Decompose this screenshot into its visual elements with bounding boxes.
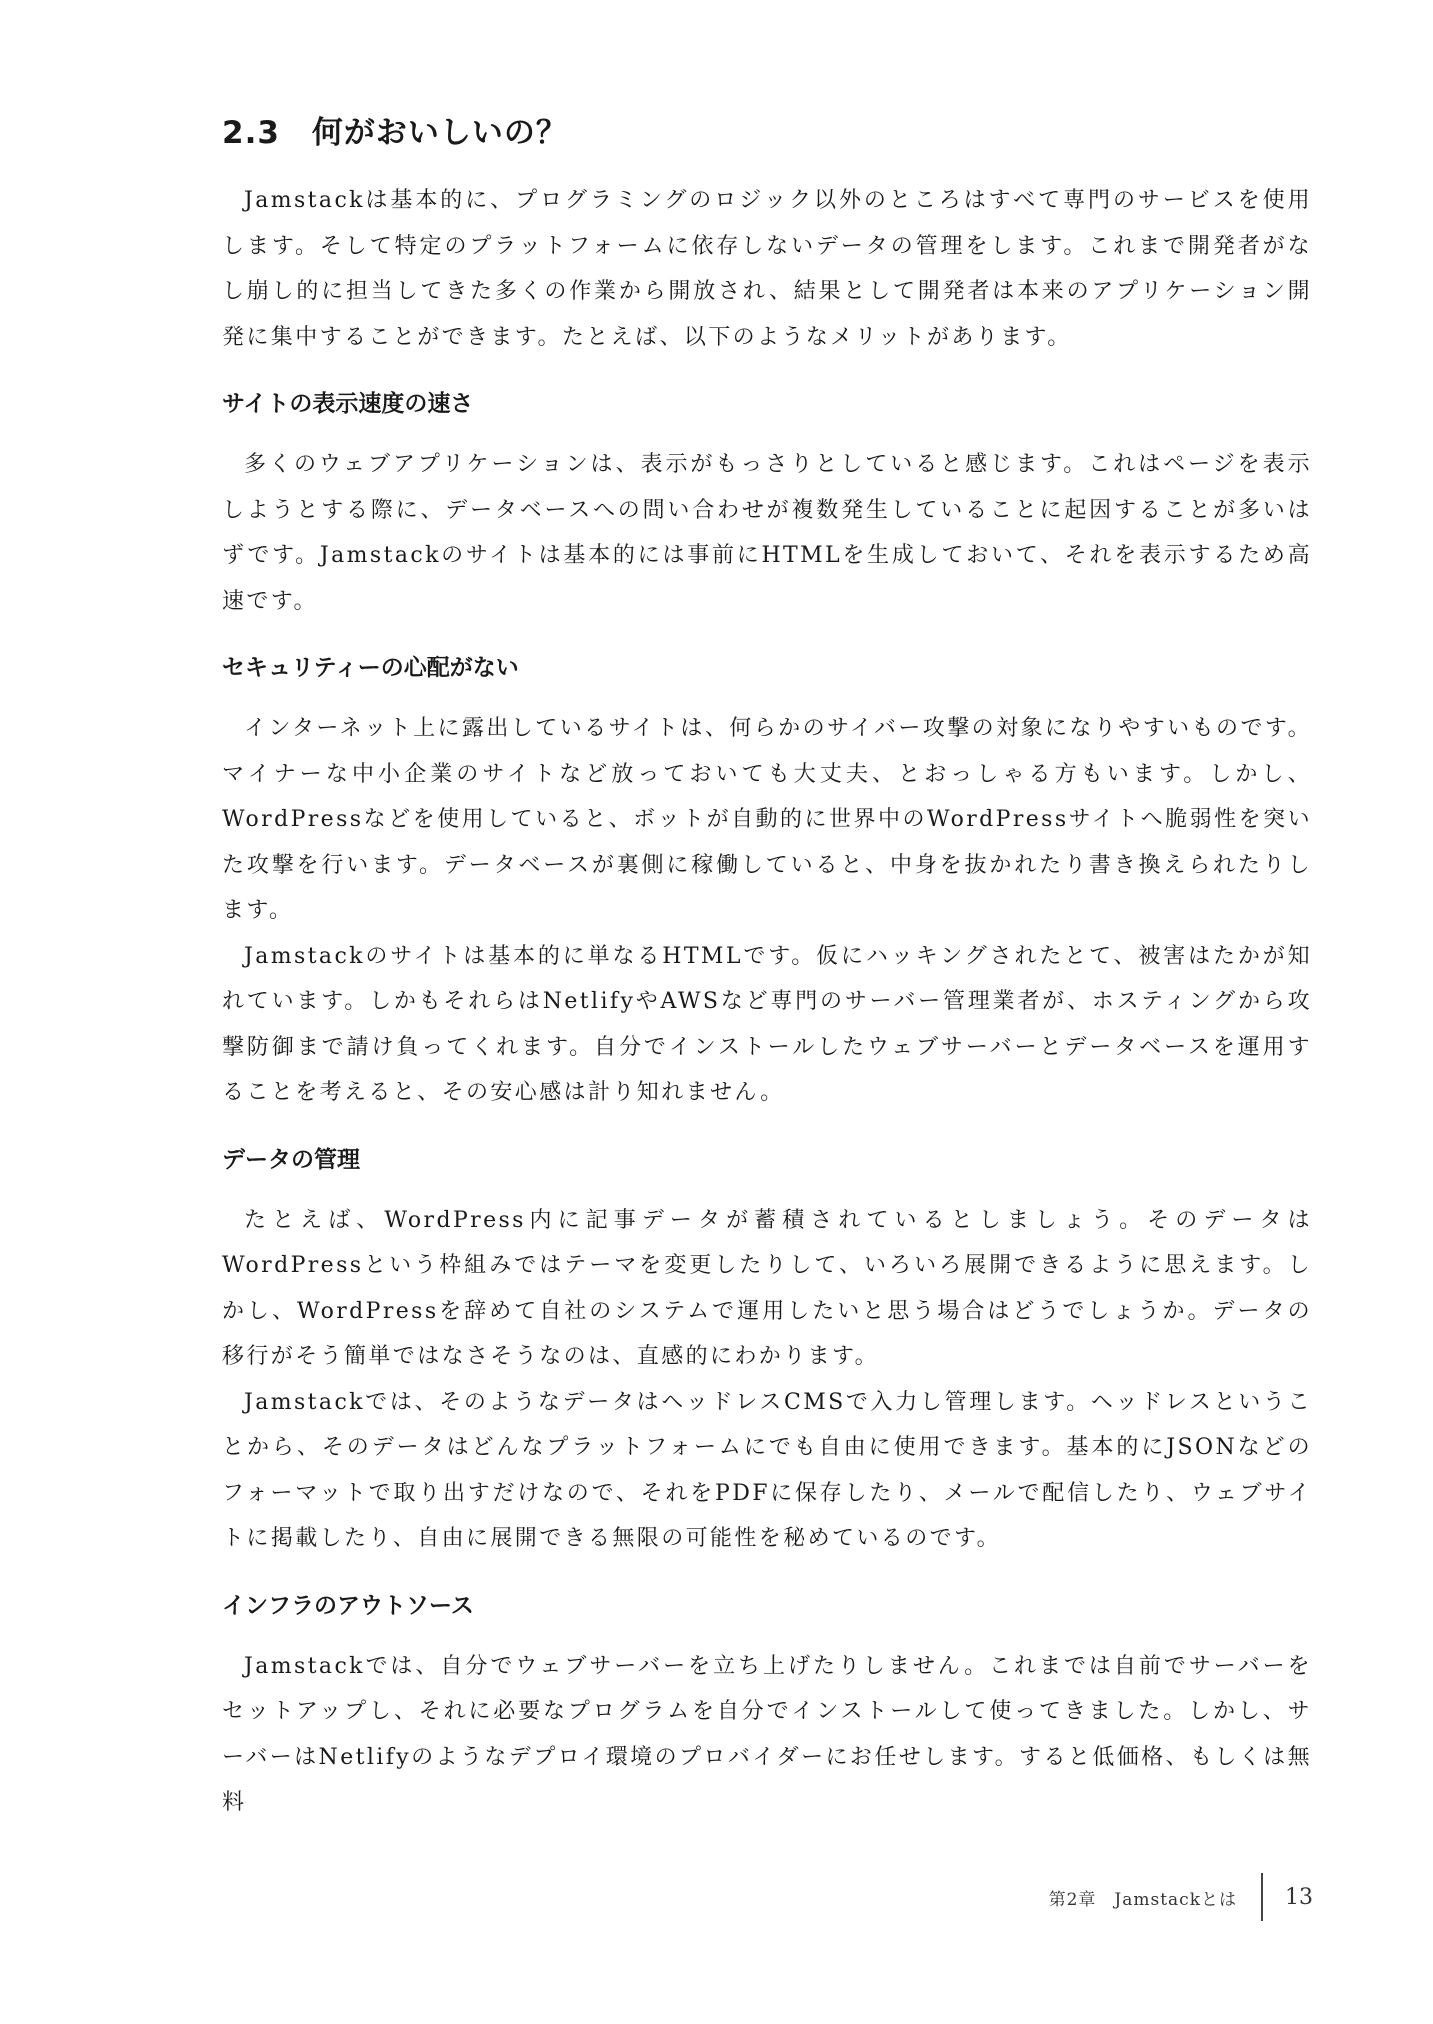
page-footer bbox=[1049, 1872, 1313, 1922]
subheading-data-management: データの管理 bbox=[222, 1146, 360, 1173]
footer-divider bbox=[1261, 1873, 1263, 1921]
paragraph-data-management-1: たとえば、WordPress内に記事データが蓄積されているとしましょう。そのデータはWordPressという枠組みではテーマを変更したりして、いろいろ展開できるように思えます。しかし、WordPressを辞めて自社のシステムで運用したいと思う場合はどうでしょうか。データの移行がそう簡単ではなさそうなのは、直感的にわかります。 bbox=[222, 1207, 1312, 1369]
page-body bbox=[222, 110, 1312, 1826]
section-title: 2.3 何がおいしいの？ bbox=[222, 115, 568, 151]
subheading-site-speed: サイトの表示速度の速さ bbox=[222, 391, 474, 417]
paragraph-data-management-2: Jamstackでは、そのようなデータはヘッドレスCMSで入力し管理します。ヘッドレスということから、そのデータはどんなプラットフォームにでも自由に使用できます。基本的にJSONなどのフォーマットで取り出すだけなので、それをPDFに保存したり、メールで配信したり、ウェブサイトに掲載したり、自由に展開できる無限の可能性を秘めているのです。 bbox=[222, 1389, 1312, 1551]
paragraph-infra-outsource: Jamstackでは、自分でウェブサーバーを立ち上げたりしません。これまでは自前でサーバーをセットアップし、それに必要なプログラムを自分でインストールして使ってきました。しかし、サーバーはNetlifyのようなデプロイ環境のプロバイダーにお任せします。すると低価格、もしくは無料 bbox=[222, 1653, 1312, 1815]
paragraph-site-speed: 多くのウェブアプリケーションは、表示がもっさりとしていると感じます。これはページを表示しようとする際に、データベースへの問い合わせが複数発生していることに起因することが多いはずです。Jamstackのサイトは基本的には事前にHTMLを生成しておいて、それを表示するため高速です。 bbox=[222, 452, 1312, 614]
subheading-security: セキュリティーの心配がない bbox=[222, 655, 519, 681]
page-number: 13 bbox=[1285, 1884, 1313, 1910]
footer-chapter-label: 第2章 Jamstackとは bbox=[1048, 1889, 1237, 1910]
paragraph-security-1: インターネット上に露出しているサイトは、何らかのサイバー攻撃の対象になりやすいものです。マイナーな中小企業のサイトなど放っておいても大丈夫、とおっしゃる方もいます。しかし、WordPressなどを使用していると、ボットが自動的に世界中のWordPressサイトへ脆弱性を突いた攻撃を行います。データベースが裏側に稼働していると、中身を抜かれたり書き換えられたりします。 bbox=[222, 716, 1312, 923]
paragraph-security-2: Jamstackのサイトは基本的に単なるHTMLです。仮にハッキングされたとて、被害はたかが知れています。しかもそれらはNetlifyやAWSなど専門のサーバー管理業者が、ホスティングから攻撃防御まで請け負ってくれます。自分でインストールしたウェブサーバーとデータベースを運用することを考えると、その安心感は計り知れません。 bbox=[222, 943, 1312, 1105]
intro-paragraph: Jamstackは基本的に、プログラミングのロジック以外のところはすべて専門のサービスを使用します。そして特定のプラットフォームに依存しないデータの管理をします。これまで開発者がなし崩し的に担当してきた多くの作業から開放され、結果として開発者は本来のアプリケーション開発に集中することができます。たとえば、以下のようなメリットがあります。 bbox=[222, 188, 1312, 350]
subheading-infra-outsource: インフラのアウトソース bbox=[222, 1592, 474, 1619]
